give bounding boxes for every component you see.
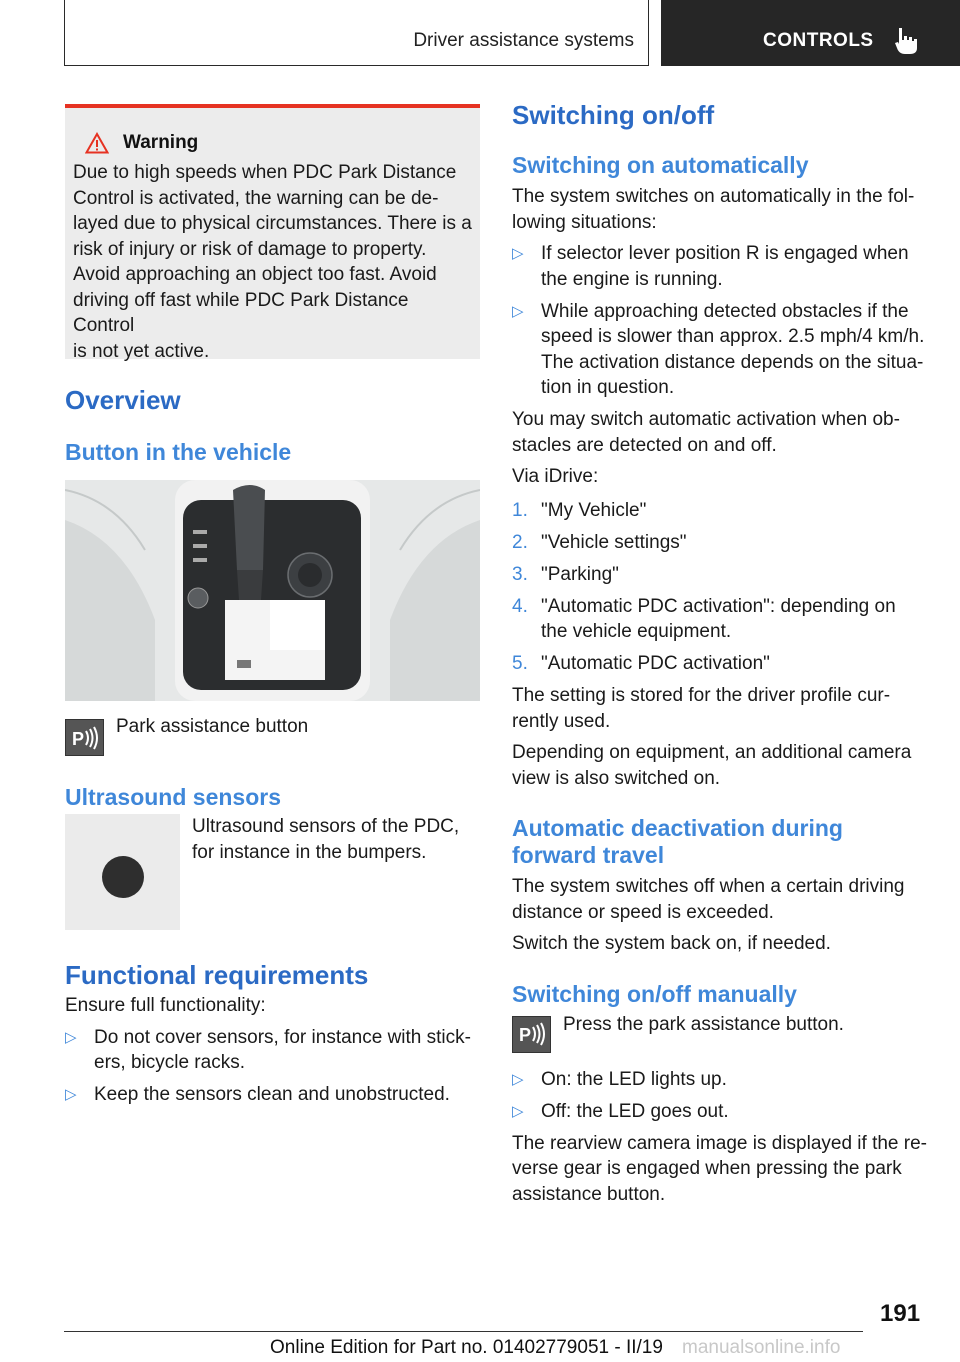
svg-text:P: P [71, 728, 84, 749]
warning-line: is not yet active. [73, 340, 210, 362]
warning-box [65, 104, 480, 362]
via-idrive: Via iDrive: [512, 466, 599, 487]
activation-text [512, 407, 927, 458]
ultrasound-sensors-heading: Ultrasound sensors [65, 784, 281, 810]
warning-text [73, 160, 472, 364]
list-item: ▷ While approaching detected obstacles if the speed is slower than approx. 2.5 mph/4 km/h. The activation distance depends on the situa- tion in question. [512, 300, 925, 398]
deactivation-text-2: Switch the system back on, if needed. [512, 933, 831, 954]
list-item: 4. "Automatic PDC activation": depending on the vehicle equipment. [512, 595, 896, 642]
svg-text:P: P [518, 1025, 531, 1045]
deactivation-text [512, 874, 927, 925]
footer-brand-watermark: manualsonline.info [682, 1337, 841, 1358]
sensors-line: Ultrasound sensors of the PDC, [192, 816, 460, 837]
warning-line: Due to high speeds when PDC Park Distance [73, 162, 457, 183]
switching-auto-heading: Switching on automatically [512, 152, 809, 178]
list-item: ▷ On: the LED lights up. [512, 1068, 727, 1090]
auto-intro [512, 184, 927, 235]
warning-triangle-icon [85, 132, 109, 154]
text-line: The rearview camera image is displayed if the re- [512, 1132, 928, 1154]
functional-intro: Ensure full functionality: [65, 995, 266, 1016]
right-column [512, 100, 927, 1207]
text-line: The setting is stored for the driver profile cur- [512, 685, 891, 706]
header-section-box [64, 0, 649, 66]
warning-line: driving off fast while PDC Park Distance Control [73, 289, 409, 336]
text-line: stacles are detected on and off. [512, 434, 777, 456]
left-column [65, 104, 480, 1114]
warning-header [85, 132, 472, 154]
list-item: ▷ Do not cover sensors, for instance with stick- ers, bicycle racks. [65, 1026, 471, 1073]
button-in-vehicle-heading: Button in the vehicle [65, 439, 292, 465]
center-console-photo [65, 480, 480, 701]
list-item: 3. "Parking" [512, 563, 619, 585]
sensors-line: for instance in the bumpers. [192, 841, 427, 863]
pointing-hand-icon [893, 26, 921, 56]
auto-conditions-list [512, 241, 927, 401]
list-item: ▷ If selector lever position R is engaged when the engine is running. [512, 243, 909, 290]
footer-divider [64, 1331, 863, 1332]
header-section-title: Driver assistance systems [413, 30, 634, 51]
warning-line: layed due to physical circumstances. There is a [73, 213, 472, 234]
text-line: You may switch automatic activation when ob- [512, 409, 900, 430]
text-line: The system switches off when a certain driving [512, 876, 905, 897]
warning-line: risk of injury or risk of damage to property. [73, 238, 427, 260]
sensor-circle-icon [102, 856, 144, 898]
list-item: 2. "Vehicle settings" [512, 531, 687, 553]
manual-list [512, 1067, 927, 1125]
center-console-illustration [65, 480, 480, 701]
header-chapter-title: CONTROLS [763, 30, 874, 51]
manual-heading: Switching on/off manually [512, 980, 797, 1007]
list-item: ▷ Off: the LED goes out. [512, 1100, 729, 1122]
switching-heading: Switching on/off [512, 100, 715, 130]
list-item: 5. "Automatic PDC activation" [512, 653, 770, 674]
page-number: 191 [880, 1300, 921, 1327]
manual-row [512, 1013, 927, 1053]
overview-heading: Overview [65, 385, 181, 415]
ultrasound-sensors-text [192, 814, 459, 930]
rearview-text [512, 1131, 927, 1208]
idrive-steps-list [512, 498, 927, 677]
stored-text [512, 683, 927, 734]
warning-line: Avoid approaching an object too fast. Avoid [73, 264, 437, 285]
park-assistance-caption: Park assistance button [116, 716, 309, 737]
warning-line: Control is activated, the warning can be de- [73, 187, 439, 209]
text-line: distance or speed is exceeded. [512, 901, 774, 923]
list-item: ▷ Keep the sensors clean and unobstructed. [65, 1084, 450, 1105]
deactivation-heading: Automatic deactivation during forward travel [512, 815, 843, 868]
text-line: rently used. [512, 710, 611, 732]
camera-text [512, 740, 927, 791]
header-chapter-box [661, 0, 960, 66]
manual-text: Press the park assistance button. [563, 1013, 844, 1035]
text-line: lowing situations: [512, 211, 657, 233]
functional-requirements-heading: Functional requirements [65, 960, 369, 990]
park-button-row [65, 716, 480, 756]
ultrasound-sensors-row [65, 814, 480, 930]
text-line: view is also switched on. [512, 767, 721, 789]
park-assistance-icon [512, 1016, 551, 1053]
footer-edition: Online Edition for Part no. 01402779051 - II/19 [270, 1337, 663, 1358]
text-line: The system switches on automatically in the fol- [512, 186, 915, 207]
text-line: verse gear is engaged when pressing the park [512, 1158, 902, 1179]
list-item: 1. "My Vehicle" [512, 499, 647, 521]
text-line: Depending on equipment, an additional camera [512, 742, 912, 763]
text-line: assistance button. [512, 1183, 666, 1205]
ultrasound-sensor-image [65, 814, 180, 930]
warning-title: Warning [123, 132, 199, 153]
functional-list [65, 1025, 480, 1108]
park-assistance-icon [65, 719, 104, 756]
